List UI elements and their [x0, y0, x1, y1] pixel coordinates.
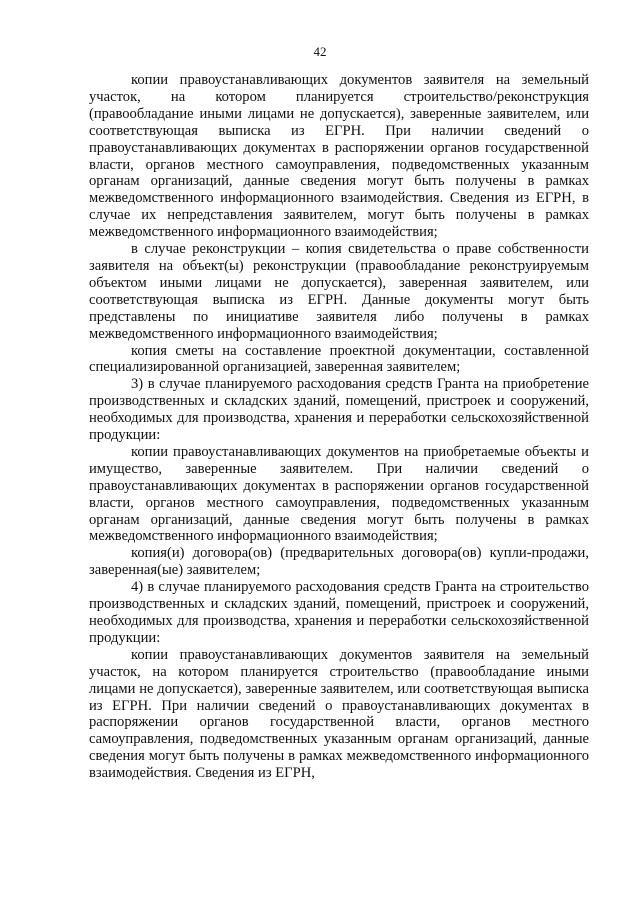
paragraph: копия(и) договора(ов) (предварительных договора(ов) купли-продажи, заверенная(ые) заявителем;	[89, 545, 589, 579]
document-body	[89, 72, 589, 782]
paragraph: копии правоустанавливающих документов на приобретаемые объекты и имущество, заверенные заявителем. При наличии сведений о правоустанавливающих документах в распоряжении органов государственной власти, органов местного самоуправления, подведомственных указанным органам организаций, данные сведения могут быть получены в рамках межведомственного информационного взаимодействия;	[89, 443, 589, 545]
page-number: 42	[313, 44, 327, 59]
paragraph: 3) в случае планируемого расходования средств Гранта на приобретение производственных и складских зданий, помещений, пристроек и сооружений, необходимых для производства, хранения и переработки сельскохозяйственной продукции:	[89, 376, 589, 444]
paragraph: копии правоустанавливающих документов заявителя на земельный участок, на котором планируется строительство/реконструкция (правообладание иными лицами не допускается), заверенные заявителем, или соответствующая выписка из ЕГРН. При наличии сведений о правоустанавливающих документах в распоряжении органов государственной власти, органов местного самоуправления, подведомственных указанным органам организаций, данные сведения могут быть получены в рамках межведомственного информационного взаимодействия. Сведения из ЕГРН, в случае их непредставления заявителем, могут быть получены в рамках межведомственного информационного взаимодействия;	[89, 72, 589, 241]
paragraph: 4) в случае планируемого расходования средств Гранта на строительство производственных и складских зданий, помещений, пристроек и сооружений, необходимых для производства, хранения и переработки сельскохозяйственной продукции:	[89, 579, 589, 646]
paragraph: копия сметы на составление проектной документации, составленной специализированной организацией, заверенная заявителем;	[89, 342, 589, 376]
paragraph: копии правоустанавливающих документов заявителя на земельный участок, на котором планируется строительство (правообладание иными лицами не допускается), заверенные заявителем, или соответствующая выписка из ЕГРН. При наличии сведений о правоустанавливающих документах в распоряжении органов государственной власти, органов местного самоуправления, подведомственных указанным органам организаций, данные сведения могут быть получены в рамках межведомственного информационного взаимодействия. Сведения из ЕГРН,	[89, 646, 589, 782]
paragraph: в случае реконструкции – копия свидетельства о праве собственности заявителя на объект(ы) реконструкции (правообладание реконструируемым объектом иными лицами не допускается), заверенная заявителем, или соответствующая выписка из ЕГРН. Данные документы могут быть представлены по инициативе заявителя либо получены в рамках межведомственного информационного взаимодействия;	[89, 241, 589, 342]
